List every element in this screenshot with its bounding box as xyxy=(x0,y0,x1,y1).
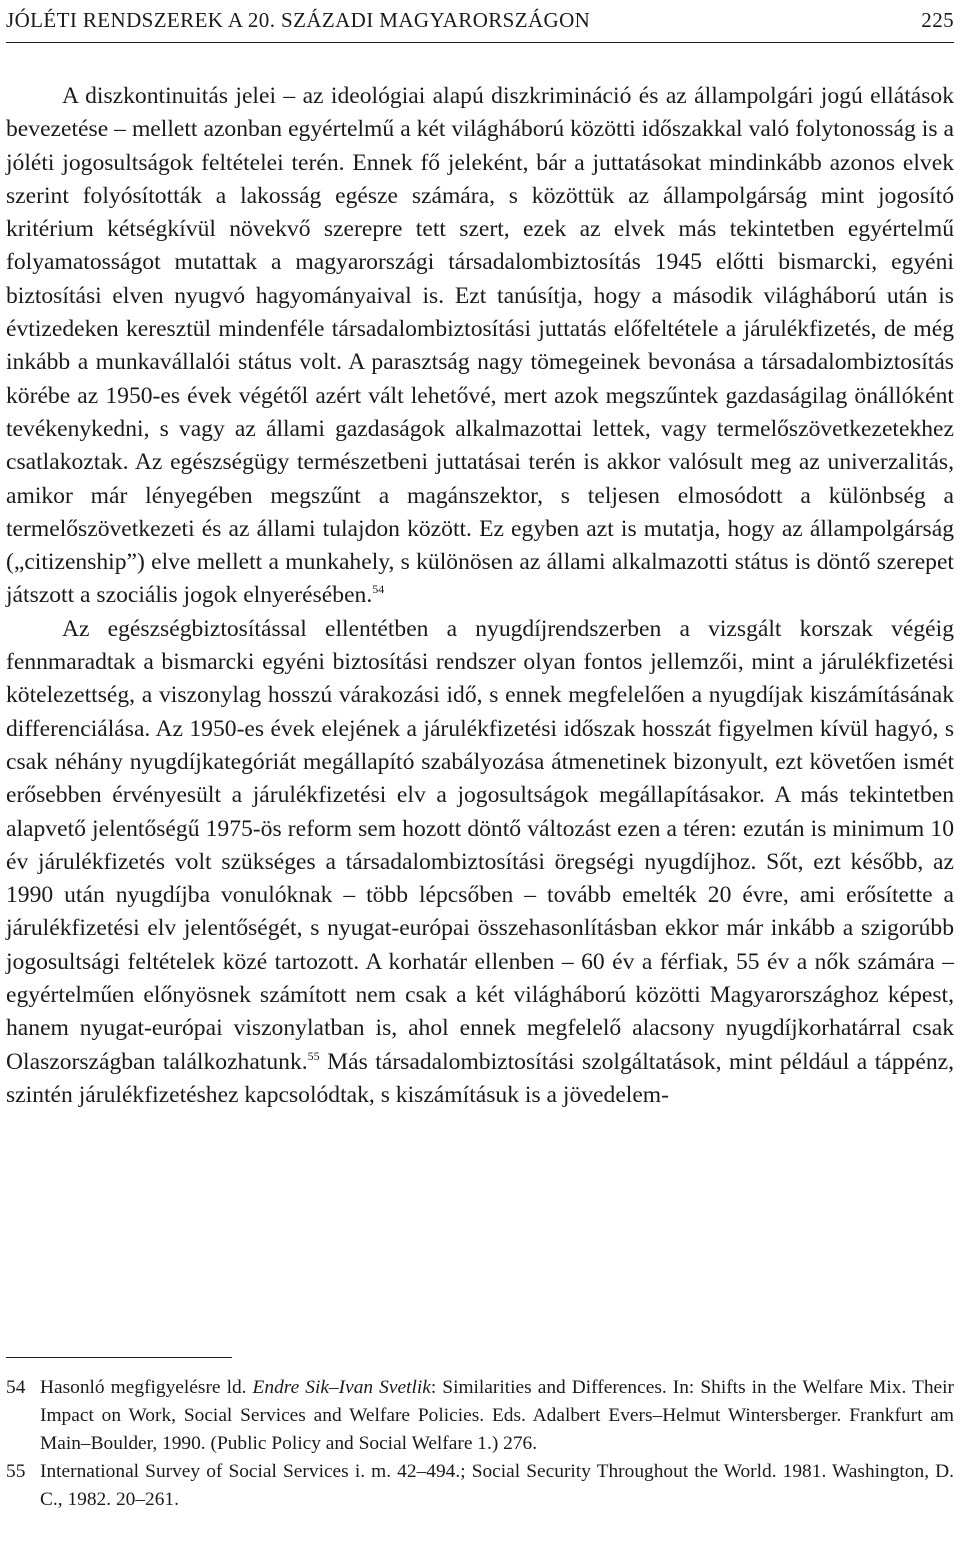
running-title: JÓLÉTI RENDSZEREK A 20. SZÁZADI MAGYARORSZÁGON xyxy=(6,8,591,32)
footnote-number: 55 xyxy=(6,1461,26,1482)
footnote-authors: Endre Sik–Ivan Svetlik xyxy=(252,1377,431,1398)
footnotes xyxy=(6,1374,954,1514)
footnote-ref-55[interactable]: 55 xyxy=(307,1048,320,1063)
body-text xyxy=(6,80,954,1112)
paragraph-text: Más társadalombiztosítási szolgáltatások, mint például a táppénz, szintén járulékfizetéshez kapcsolódtak, s kiszámításuk is a jövedelem- xyxy=(6,1048,954,1108)
header-rule xyxy=(6,42,954,43)
paragraph-text: Az egészségbiztosítással ellentétben a nyugdíjrendszerben a vizsgált korszak végéig fennmaradtak a bismarcki egyéni biztosítási rendszer olyan fontos jellemzői, mint a járulékfizetési kötelezettség, a viszonylag hosszú várakozási idő, s ennek megfelelően a nyugdíjak kiszámításának differenciálása. Az 1950-es évek elejének a járulékfizetési időszak hosszát figyelmen kívül hagyó, s csak néhány nyugdíjkategóriát megállapító szabályozása átmenetinek bizonyult, ezt követően ismét erősebben érvényesült a járulékfizetési elv a jogosultságok megállapításakor. A más tekintetben alapvető jelentőségű 1975-ös reform sem hozott döntő változást ezen a téren: ezután is minimum 10 év járulékfizetés volt szükséges a társadalombiztosítási öregségi nyugdíjhoz. Sőt, ezt később, az 1990 után nyugdíjba vonulóknak – több lépcsőben – tovább emelték 20 évre, ami erősítette a járulékfizetési elv jelentőségét, s nyugat-európai összehasonlításban ekkor már inkább a szigorúbb jogosultsági feltételek közé tartozott. A korhatár ellenben – 60 év a férfiak, 55 év a nők számára – egyértelműen előnyösnek számított nem csak a két világháború közötti Magyarországhoz képest, hanem nyugat-európai viszonylatban is, ahol ennek megfelelő alacsony nyugdíjkorhatárral csak Olaszországban találkozhatunk. xyxy=(6,615,954,1075)
footnote-number: 54 xyxy=(6,1377,26,1398)
footnote-54 xyxy=(6,1374,954,1458)
book-page xyxy=(4,0,956,1544)
footnote-ref-54[interactable]: 54 xyxy=(372,582,385,597)
footnote-text: International Survey of Social Services i. m. 42–494.; Social Security Throughout the World. 1981. Washington, D. C., 1982. 20–261. xyxy=(40,1461,954,1510)
paragraph-pensions xyxy=(6,613,954,1112)
footnote-text: : Similarities and Differences. In: Shifts in the Welfare Mix. Their Impact on Work, Social Services and Welfare Policies. Eds. Adalbert Evers–Helmut Wintersberger. Frankfurt am Main–Boulder, 1990. (Public Policy and Social Welfare 1.) 276. xyxy=(40,1377,954,1454)
running-header xyxy=(6,8,954,34)
paragraph-continuity xyxy=(6,80,954,613)
page-number: 225 xyxy=(921,8,954,32)
footnote-rule xyxy=(6,1357,232,1358)
footnote-text: Hasonló megfigyelésre ld. xyxy=(40,1377,253,1398)
footnote-55 xyxy=(6,1458,954,1514)
paragraph-text: A diszkontinuitás jelei – az ideológiai alapú diszkrimináció és az állampolgári jogú ellátások bevezetése – mellett azonban egyértelmű a két világháború közötti időszakkal való folytonosság is a jóléti jogosultságok feltételei terén. Ennek fő jeleként, bár a juttatásokat mindinkább azonos elvek szerint folyósították a lakosság egésze számára, s közöttük az állampolgárság mint jogosító kritérium kétségkívül növekvő szerepre tett szert, ezek az elvek más tekintetben egyértelmű folyamatosságot mutattak a magyarországi társadalombiztosítás 1945 előtti bismarcki, egyéni biztosítási elven nyugvó hagyományaival is. Ezt tanúsítja, hogy a második világháború után is évtizedeken keresztül mindenféle társadalombiztosítási juttatás előfeltétele a járulékfizetés, de még inkább a munkavállalói státus volt. A parasztság nagy tömegeinek bevonása a társadalombiztosítás körébe az 1950-es évek végétől azért vált lehetővé, mert azok megszűntek gazdaságilag önállóként tevékenykedni, s vagy az állami gazdaságok alkalmazottai lettek, vagy termelőszövetkezetekhez csatlakoztak. Az egészségügy természetbeni juttatásai terén is akkor valósult meg az univerzalitás, amikor már lényegében megszűnt a magánszektor, s teljesen elmosódott a különbség a termelőszövetkezeti és az állami tulajdon között. Ez egyben azt is mutatja, hogy az állampolgárság („citizenship”) elve mellett a munkahely, s különösen az állami alkalmazotti státus is döntő szerepet játszott a szociális jogok elnyerésében. xyxy=(6,83,954,609)
